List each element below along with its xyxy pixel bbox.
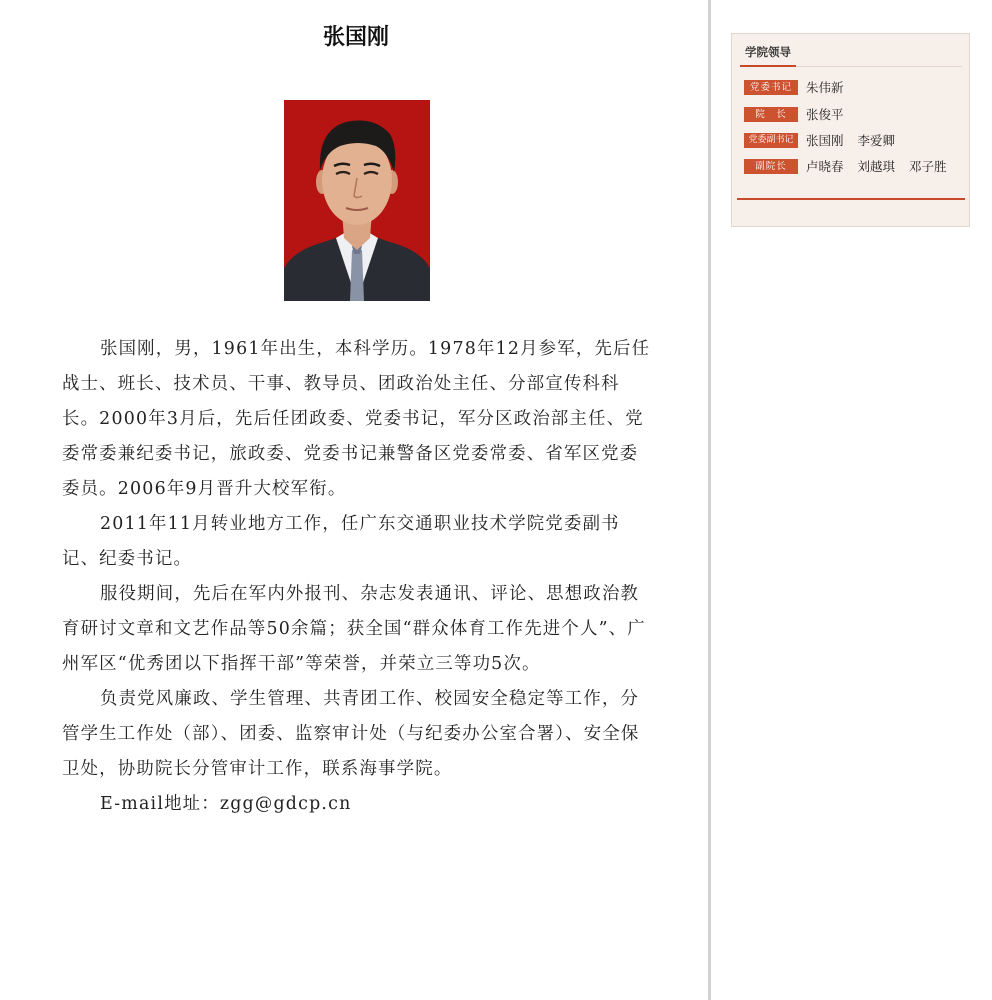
page-title: 张国刚	[322, 25, 389, 50]
leader-name-link[interactable]: 刘越琪	[857, 159, 896, 174]
leader-name-link[interactable]: 李爱卿	[857, 133, 896, 148]
biography-text	[62, 332, 652, 822]
role-tag: 党委书记	[744, 80, 798, 95]
bio-paragraph: 2011年11月转业地方工作，任广东交通职业技术学院党委副书记、纪委书记。	[62, 514, 620, 569]
leadership-panel-title: 学院领导	[745, 45, 791, 59]
column-divider	[708, 0, 711, 1000]
leadership-panel	[731, 33, 970, 227]
email-line: E-mail地址：zgg@gdcp.cn	[100, 794, 352, 814]
role-row-deputy-secretary	[744, 132, 909, 148]
role-tag: 党委副书记	[744, 133, 798, 148]
role-names	[806, 78, 858, 96]
role-tag: 副院长	[744, 159, 798, 174]
role-names	[806, 131, 909, 149]
title-underline	[740, 65, 796, 67]
leader-name-link[interactable]: 张俊平	[806, 107, 844, 122]
role-names	[806, 157, 961, 175]
role-names	[806, 105, 858, 123]
bio-paragraph: 服役期间，先后在军内外报刊、杂志发表通讯、评论、思想政治教育研讨文章和文艺作品等50余篇；获全国“群众体育工作先进个人”、广州军区“优秀团以下指挥干部”等荣誉，并荣立三等功5次。	[62, 584, 646, 674]
panel-bottom-rule	[737, 198, 965, 200]
role-row-secretary	[744, 79, 858, 95]
bio-paragraph: 张国刚，男，1961年出生，本科学历。1978年12月参军，先后任战士、班长、技术员、干事、教导员、团政治处主任、分部宣传科科长。2000年3月后，先后任团政委、党委书记，军分区政治部主任、党委常委兼纪委书记，旅政委、党委书记兼警备区党委常委、省军区党委委员。2006年9月晋升大校军衔。	[62, 339, 651, 499]
leader-name-link[interactable]: 张国刚	[806, 133, 844, 148]
role-row-president	[744, 106, 858, 122]
leader-name-link[interactable]: 朱伟新	[806, 80, 844, 95]
role-tag: 院 长	[744, 107, 798, 122]
portrait-photo	[284, 100, 430, 301]
role-row-vice-president	[744, 158, 961, 174]
bio-paragraph: 负责党风廉政、学生管理、共青团工作、校园安全稳定等工作，分管学生工作处（部）、团委、监察审计处（与纪委办公室合署）、安全保卫处，协助院长分管审计工作，联系海事学院。	[62, 689, 640, 779]
leader-name-link[interactable]: 邓子胜	[909, 159, 947, 174]
leader-name-link[interactable]: 卢晓春	[806, 159, 844, 174]
